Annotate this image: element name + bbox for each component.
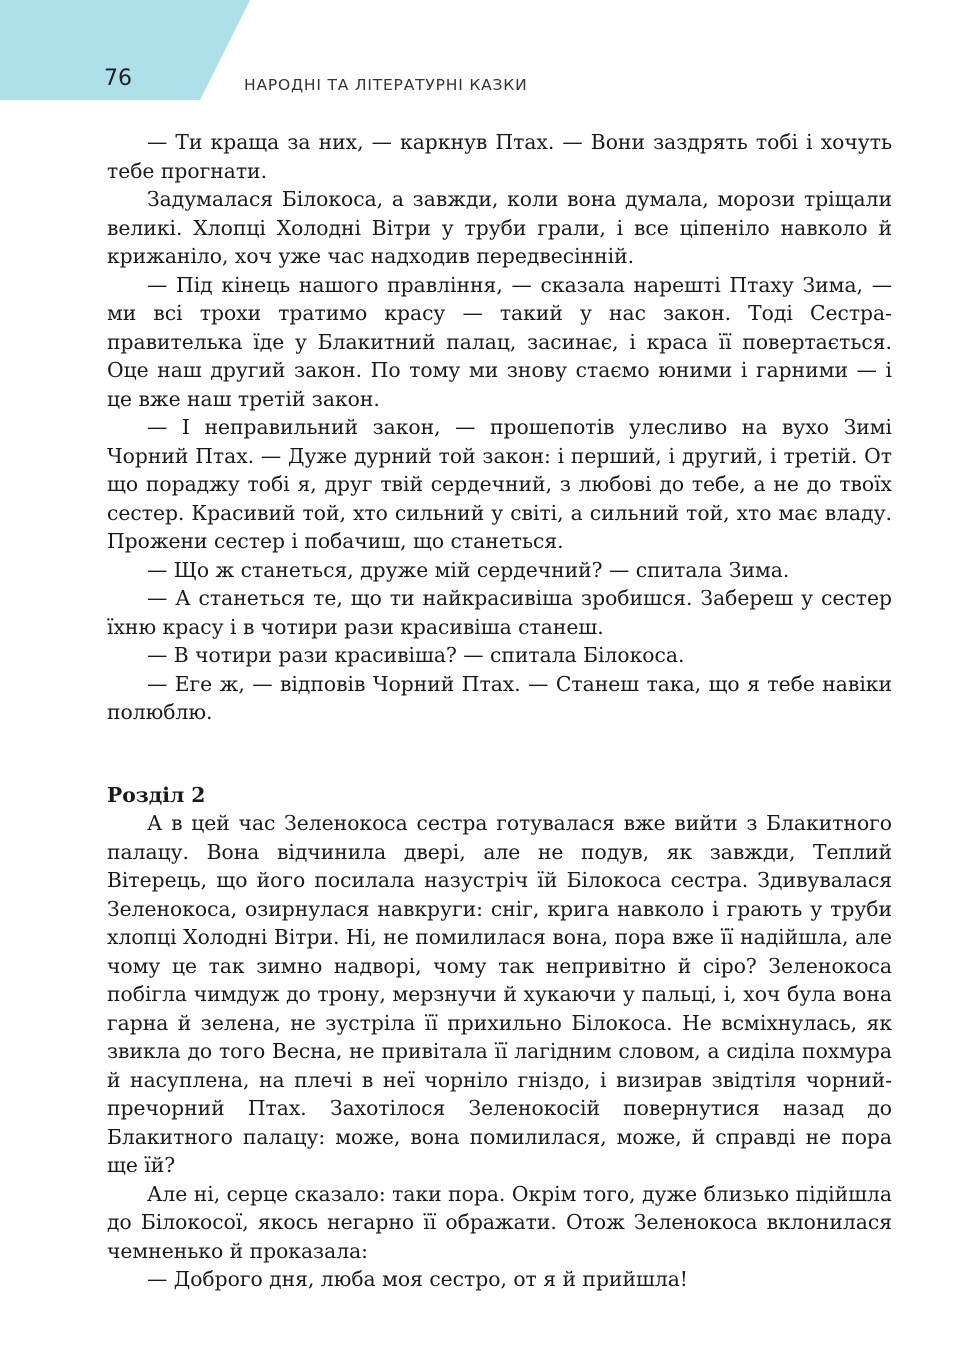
paragraph: Задумалася Білокоса, а завжди, коли вона думала, морози тріщали великі. Хлопці Холодні Вітри у труби грали, і все ціпеніло навколо й крижаніло, хоч уже час надходив передвесінній. [107, 187, 892, 268]
running-head: НАРОДНІ ТА ЛІТЕРАТУРНІ КАЗКИ [244, 76, 528, 94]
paragraph: — Доброго дня, люба моя сестро, от я й прийшла! [147, 1267, 688, 1291]
paragraph: — Еге ж, — відповів Чорний Птах. — Станеш така, що я тебе навіки полюблю. [107, 671, 892, 724]
paragraph: — Під кінець нашого правління, — сказала нарешті Птаху Зима, — ми всі трохи тратимо красу — такий у нас закон. Тоді Сестра-правителька їде у Блакитний палац, засинає, і краса її повертається. Оце наш другий закон. По тому ми знову стаємо юними і гарними — і це вже наш третій закон. [107, 272, 892, 411]
paragraph: — А станеться те, що ти найкрасивіша зробишся. Забереш у сестер їхню красу і в чотири рази красивіша станеш. [107, 586, 892, 639]
paragraph: — В чотири рази красивіша? — спитала Білокоса. [147, 643, 685, 667]
page-number: 76 [104, 66, 132, 91]
paragraph: Але ні, серце сказало: таки пора. Окрім того, дуже близько підійшла до Білокосої, якось негарно її ображати. Отож Зеленокоса вклонилася чемненько й проказала: [107, 1181, 892, 1263]
body-text [107, 128, 892, 1294]
section-title: Розділ 2 [107, 782, 206, 807]
paragraph: А в цей час Зеленокоса сестра готувалася вже вийти з Блакитного палацу. Вона відчинила двері, але не подув, як завжди, Теплий Вітерець, що його посилала назустріч їй Білокоса сестра. Здивувалася Зеленокоса, озирнулася навкруги: сніг, крига навколо і грають у труби хлопці Холодні Вітри. Ні, не помилилася вона, пора вже її надійшла, але чому це так зимно надворі, чому так непривітно й сіро? Зеленокоса побігла чимдуж до трону, мерзнучи й хукаючи у пальці, і, хоч була вона гарна й зелена, не зустріла її прихильно Білокоса. Не всміхнулась, як звикла до того Весна, не привітала її лагідним словом, а сиділа похмура й насуплена, на плечі в неї чорніло гніздо, і визирав звідтіля чорний-пречорний Птах. Захотілося Зеленокосій повернутися назад до Блакитного палацу: може, вона помилилася, може, й справді не пора ще їй? [107, 811, 892, 1177]
paragraph: — Ти краща за них, — каркнув Птах. — Вони заздрять тобі і хочуть тебе прогнати. [107, 130, 892, 183]
paragraph: — І неправильний закон, — прошепотів улесливо на вухо Зимі Чорний Птах. — Дуже дурний той закон: і перший, і другий, і третій. От що пораджу тобі я, друг твій сердечний, з любові до тебе, а не до твоїх сестер. Красивий той, хто сильний у світі, а сильний той, хто має владу. Прожени сестер і побачиш, що станеться. [107, 415, 892, 553]
section-gap [107, 727, 892, 781]
paragraph: — Що ж станеться, друже мій сердечний? — спитала Зима. [147, 557, 790, 582]
